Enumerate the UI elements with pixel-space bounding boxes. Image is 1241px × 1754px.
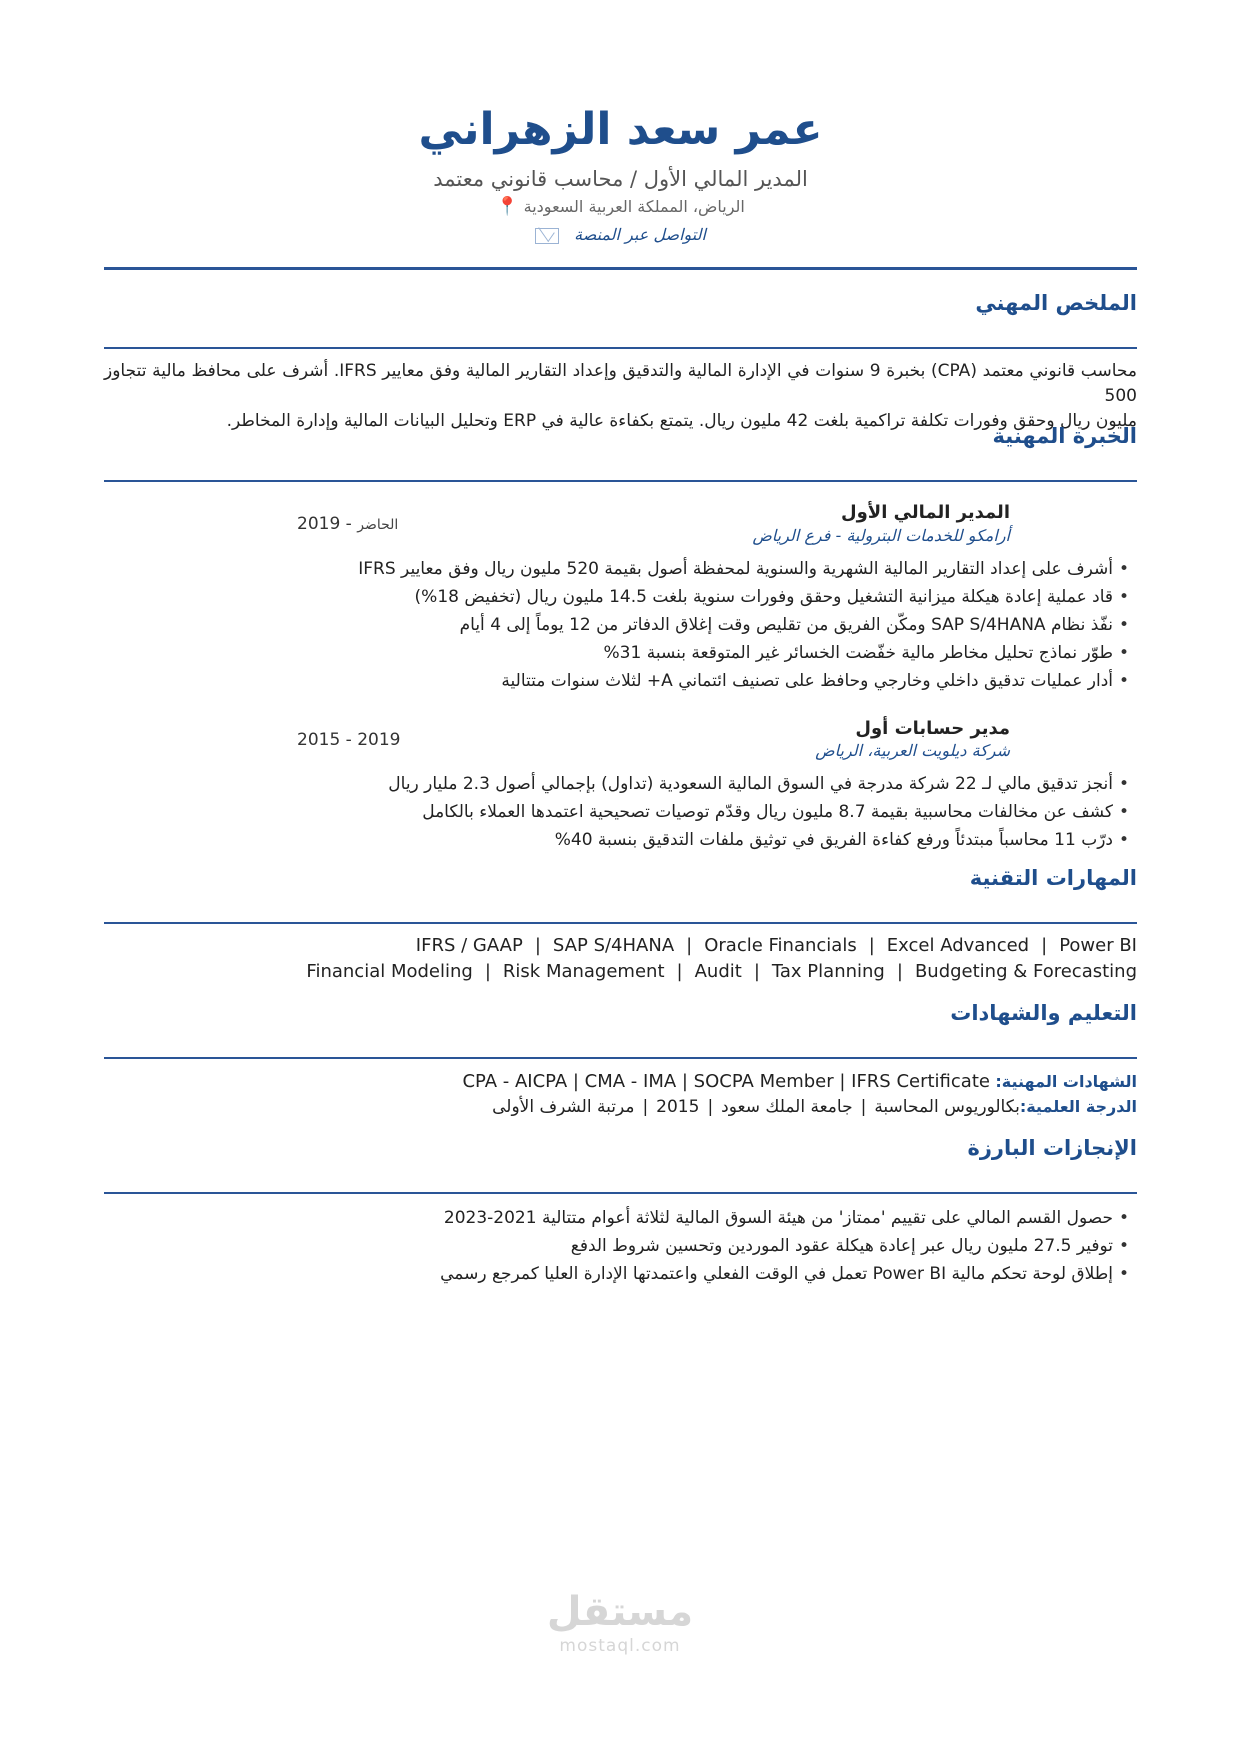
skills-divider (104, 922, 1137, 924)
achievements-divider (104, 1192, 1137, 1194)
watermark-url: mostaql.com (559, 1636, 681, 1656)
location-line (0, 194, 1241, 220)
job-2-title: مدير حسابات أول (855, 718, 1010, 739)
header-divider (104, 267, 1137, 270)
skill-item: Tax Planning (771, 961, 885, 982)
skill-item: SAP S/4HANA (552, 935, 675, 956)
skill-item: Audit (694, 961, 742, 982)
list-item: • كشف عن مخالفات محاسبية بقيمة 8.7 مليون ريال وقدّم توصيات تصحيحية اعتمدها العملاء بالكامل (388, 798, 1129, 826)
envelope-icon (535, 228, 559, 244)
achievements-list (440, 1204, 1129, 1288)
education-heading: التعليم والشهادات (950, 1001, 1137, 1025)
mostaql-watermark (540, 1588, 700, 1656)
candidate-name: عمر سعد الزهراني (418, 104, 823, 155)
job-1-bullets (358, 555, 1129, 695)
job-1-date: 2019 - الحاضر (297, 514, 399, 534)
job-2-org: شركة ديلويت العربية، الرياض (815, 741, 1010, 760)
university-name: جامعة الملك سعود (721, 1097, 853, 1117)
skills-heading: المهارات التقنية (969, 866, 1137, 890)
education-divider (104, 1057, 1137, 1059)
certifications-label: الشهادات المهنية: (995, 1072, 1137, 1091)
job-2-bullets (388, 770, 1129, 854)
degree-name: بكالوريوس المحاسبة (874, 1097, 1020, 1117)
job-1-title: المدير المالي الأول (841, 502, 1010, 523)
contact-line[interactable] (0, 220, 1241, 250)
skill-item: Risk Management (502, 961, 665, 982)
certifications-line (462, 1068, 1137, 1096)
summary-heading: الملخص المهني (975, 291, 1137, 315)
skill-item: Power BI (1059, 935, 1137, 956)
skill-item: Oracle Financials (704, 935, 857, 956)
job-1-date-start: 2019 (297, 514, 341, 534)
skill-item: Financial Modeling (306, 961, 473, 982)
summary-divider (104, 347, 1137, 349)
list-item: • حصول القسم المالي على تقييم 'ممتاز' من هيئة السوق المالية لثلاثة أعوام متتالية 2021-2023 (440, 1204, 1129, 1232)
location-text: الرياض، المملكة العربية السعودية (523, 197, 745, 216)
experience-heading: الخبرة المهنية (992, 424, 1137, 448)
summary-text (104, 359, 1137, 434)
list-item: • أدار عمليات تدقيق داخلي وخارجي وحافظ على تصنيف ائتماني A+ لثلاث سنوات متتالية (358, 667, 1129, 695)
list-item: • قاد عملية إعادة هيكلة ميزانية التشغيل وحقق وفورات سنوية بلغت 14.5 مليون ريال (تخفيض 18%) (358, 583, 1129, 611)
list-item: • أنجز تدقيق مالي لـ 22 شركة مدرجة في السوق المالية السعودية (تداول) بإجمالي أصول 2.3 مليار ريال (388, 770, 1129, 798)
resume-header (0, 100, 1241, 250)
candidate-title: المدير المالي الأول / محاسب قانوني معتمد (433, 167, 808, 191)
list-item: • طوّر نماذج تحليل مخاطر مالية خفّضت الخسائر غير المتوقعة بنسبة 31% (358, 639, 1129, 667)
skills-row-1: IFRS / GAAP | SAP S/4HANA | Oracle Financials | Excel Advanced | Power BI (415, 935, 1137, 956)
list-item: • أشرف على إعداد التقارير المالية الشهرية والسنوية لمحفظة أصول بقيمة 520 مليون ريال وفق معايير IFRS (358, 555, 1129, 583)
degree-label: الدرجة العلمية: (1019, 1097, 1137, 1116)
watermark-logo-text: مستقل (546, 1589, 694, 1635)
list-item: • توفير 27.5 مليون ريال عبر إعادة هيكلة عقود الموردين وتحسين شروط الدفع (440, 1232, 1129, 1260)
skills-row-2: Financial Modeling | Risk Management | Audit | Tax Planning | Budgeting & Forecasting (306, 961, 1137, 982)
job-1-date-end: الحاضر (357, 517, 399, 533)
summary-line-1: محاسب قانوني معتمد (CPA) بخبرة 9 سنوات في الإدارة المالية والتدقيق وإعداد التقارير المالية وفق معايير IFRS. أشرف على محافظ مالية تتجاوز 500 (104, 361, 1138, 406)
achievements-heading: الإنجازات البارزة (967, 1136, 1137, 1160)
degree-line: الدرجة العلمية:بكالوريوس المحاسبة|جامعة الملك سعود|2015|مرتبة الشرف الأولى (492, 1097, 1137, 1117)
contact-link[interactable]: التواصل عبر المنصة (574, 225, 706, 244)
list-item: • نفّذ نظام SAP S/4HANA ومكّن الفريق من تقليص وقت إغلاق الدفاتر من 12 يوماً إلى 4 أيام (358, 611, 1129, 639)
summary-line-2: مليون ريال وحقق وفورات تكلفة تراكمية بلغت 42 مليون ريال. يتمتع بكفاءة عالية في ERP وتحليل البيانات المالية وإدارة المخاطر. (226, 411, 1137, 431)
skill-item: Excel Advanced (886, 935, 1030, 956)
job-2-date: 2015 - 2019 (297, 730, 401, 750)
skill-item: IFRS / GAAP (415, 935, 523, 956)
skill-item: Budgeting & Forecasting (914, 961, 1137, 982)
honor-text: مرتبة الشرف الأولى (492, 1097, 635, 1117)
location-pin-icon: 📍 (496, 196, 519, 217)
list-item: • إطلاق لوحة تحكم مالية Power BI تعمل في الوقت الفعلي واعتمدتها الإدارة العليا كمرجع رسمي (440, 1260, 1129, 1288)
job-1-org: أرامكو للخدمات البترولية - فرع الرياض (752, 526, 1010, 545)
experience-divider (104, 480, 1137, 482)
certifications-list: CPA - AICPA | CMA - IMA | SOCPA Member | IFRS Certificate (462, 1071, 990, 1092)
list-item: • درّب 11 محاسباً مبتدئاً ورفع كفاءة الفريق في توثيق ملفات التدقيق بنسبة 40% (388, 826, 1129, 854)
graduation-year: 2015 (656, 1097, 700, 1117)
